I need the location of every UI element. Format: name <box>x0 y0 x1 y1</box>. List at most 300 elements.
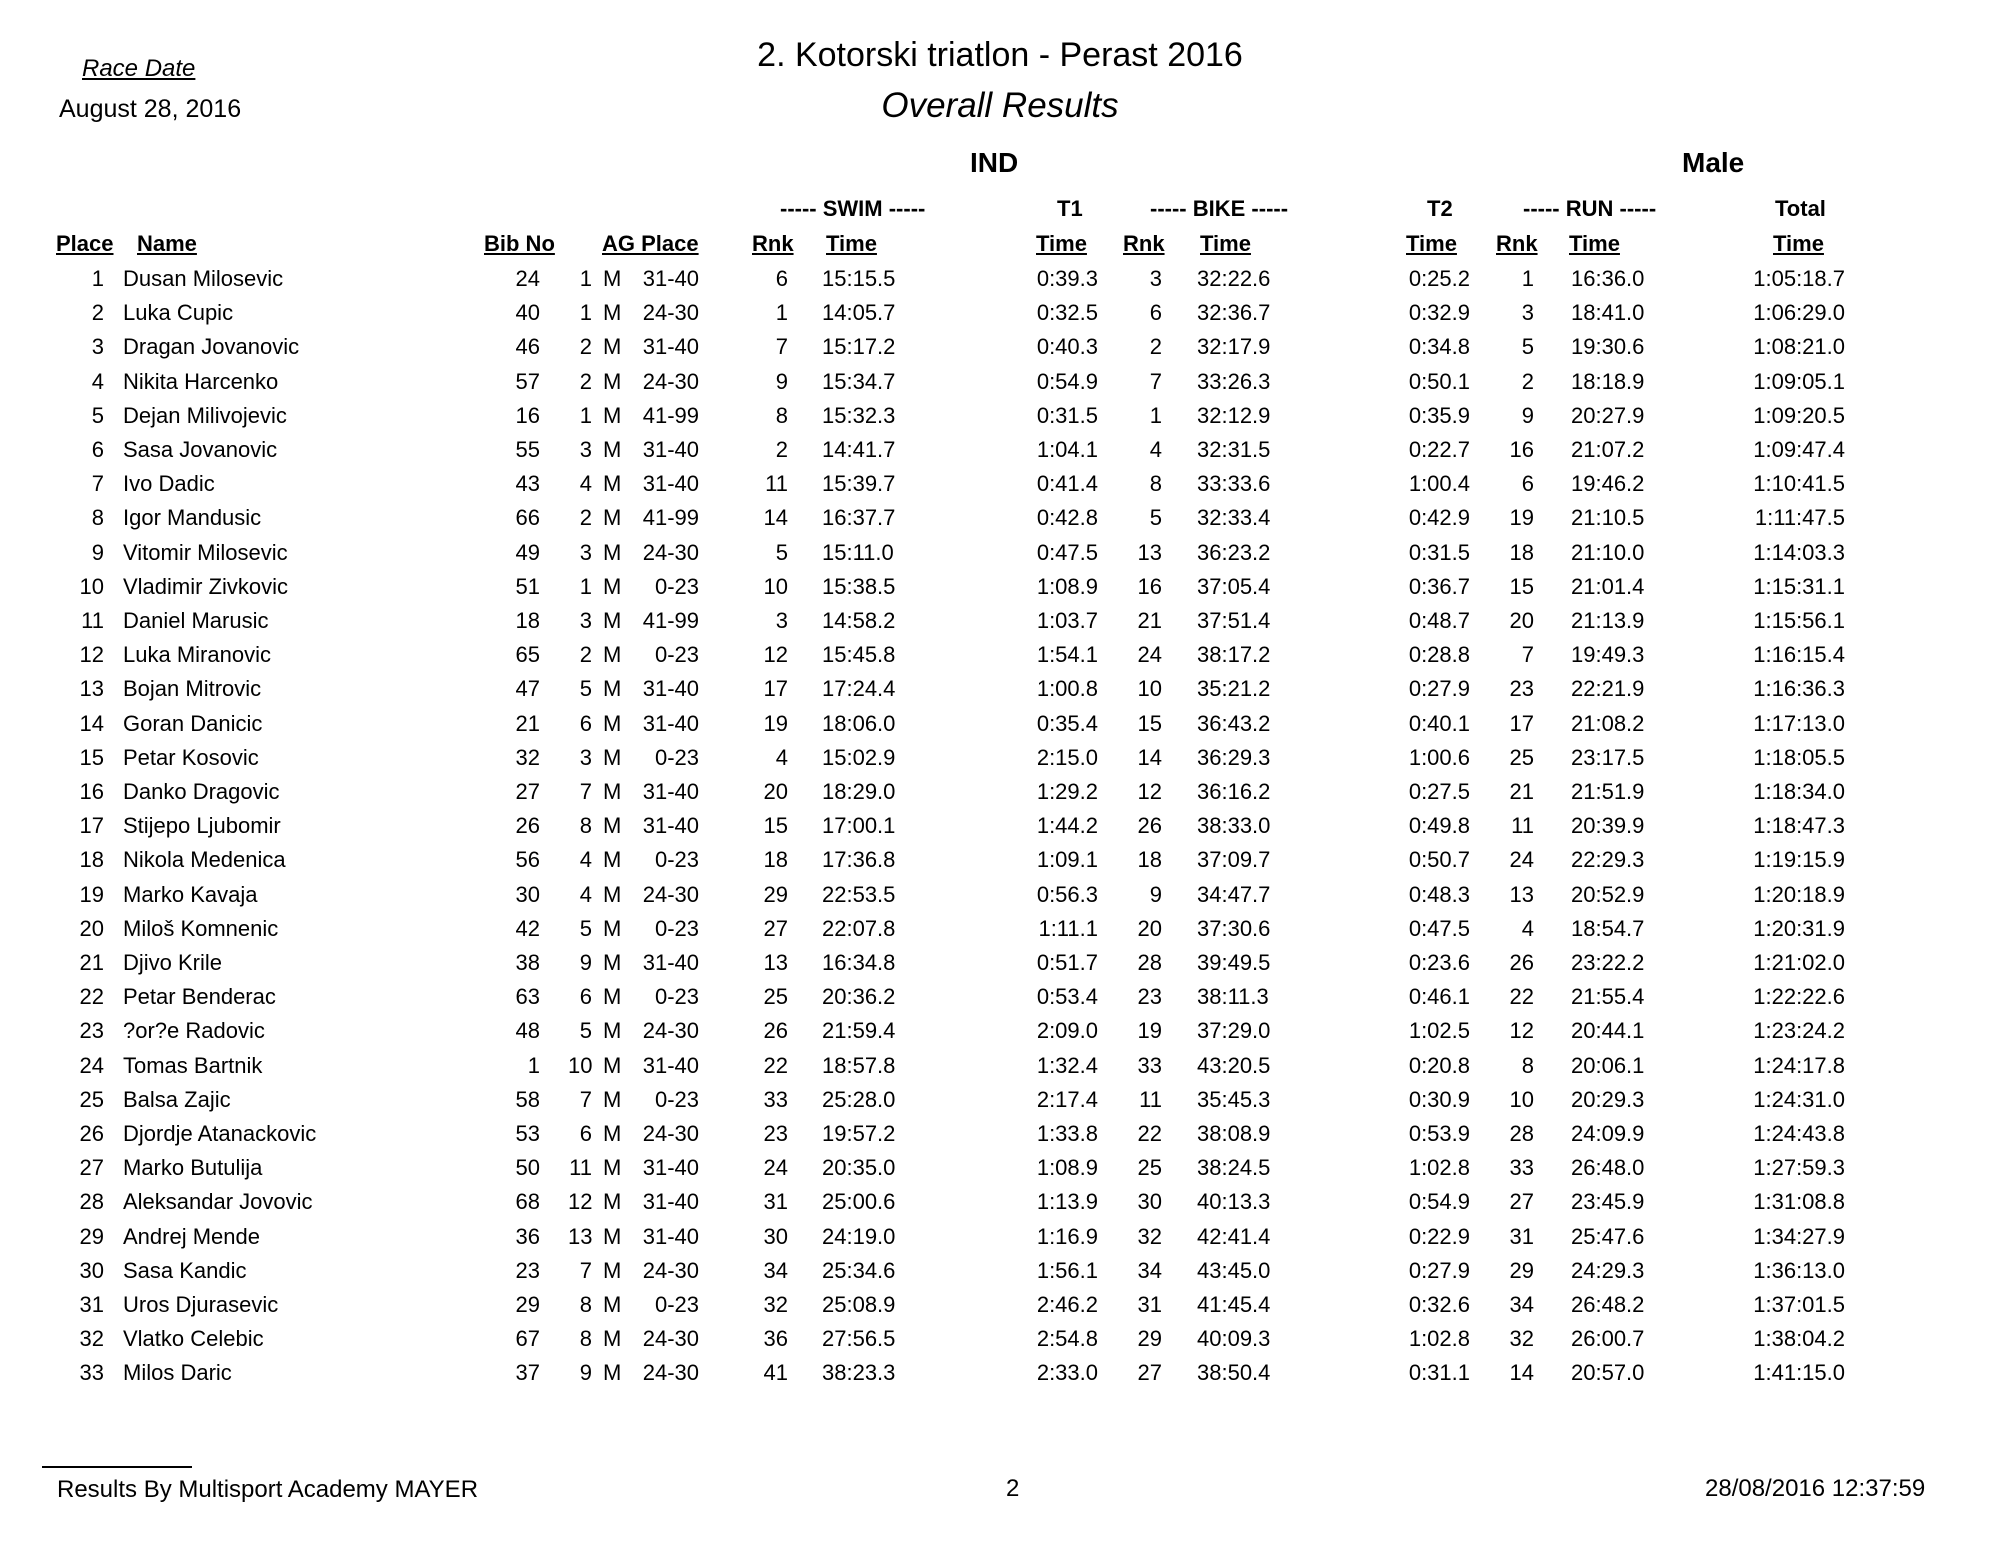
cell-t1-time: 2:15.0 <box>1036 744 1098 770</box>
table-row <box>0 334 2000 368</box>
cell-ag-number: 8 <box>579 1292 592 1317</box>
cell-t2-time: 0:27.9 <box>1408 1257 1470 1283</box>
cell-ag-category: 0-23 <box>654 642 699 668</box>
table-row <box>0 882 2000 916</box>
cell-t2-time: 0:27.5 <box>1408 779 1470 804</box>
cell-run-time: 26:00.7 <box>1571 1326 1645 1352</box>
cell-ag-sex: M <box>603 402 622 428</box>
cell-name: Milos Daric <box>123 1360 232 1386</box>
cell-bib: 43 <box>515 471 540 497</box>
cell-swim-rank: 19 <box>763 710 788 736</box>
header-bib: Bib No <box>484 231 555 256</box>
cell-bike-time: 38:11.3 <box>1197 984 1269 1010</box>
table-row <box>0 779 2000 813</box>
cell-ag-sex: M <box>603 539 622 565</box>
cell-ag-sex: M <box>603 471 622 497</box>
cell-place: 20 <box>79 915 104 941</box>
cell-name: Vitomir Milosevic <box>123 539 288 565</box>
cell-name: Dejan Milivojevic <box>123 402 287 428</box>
cell-bib: 50 <box>515 1155 540 1181</box>
cell-bike-time: 32:17.9 <box>1197 334 1271 360</box>
cell-ag-category: 41-99 <box>642 402 699 428</box>
cell-name: Igor Mandusic <box>123 505 262 531</box>
cell-total-time: 1:38:04.2 <box>1753 1326 1845 1352</box>
cell-swim-time: 18:06.0 <box>822 710 896 736</box>
cell-ag-sex: M <box>603 813 622 839</box>
cell-run-rank: 29 <box>1509 1257 1534 1283</box>
cell-run-rank: 20 <box>1509 608 1534 633</box>
cell-bike-time: 43:20.5 <box>1197 1052 1271 1078</box>
cell-bike-time: 37:30.6 <box>1197 915 1271 941</box>
cell-place: 17 <box>79 813 104 839</box>
cell-place: 28 <box>79 1189 104 1215</box>
cell-name: Petar Kosovic <box>123 744 259 770</box>
cell-bib: 63 <box>515 984 540 1010</box>
cell-name: Luka Cupic <box>123 300 234 326</box>
cell-total-time: 1:09:47.4 <box>1753 437 1845 462</box>
cell-t2-time: 0:53.9 <box>1408 1121 1470 1146</box>
cell-name: Bojan Mitrovic <box>123 676 262 702</box>
cell-swim-rank: 15 <box>763 813 788 839</box>
cell-t2-time: 0:40.1 <box>1408 710 1470 736</box>
footer-divider <box>42 1466 192 1468</box>
cell-swim-time: 17:00.1 <box>822 813 896 839</box>
cell-swim-time: 19:57.2 <box>822 1121 896 1146</box>
cell-total-time: 1:15:56.1 <box>1753 608 1845 633</box>
cell-bike-rank: 11 <box>1139 1086 1162 1112</box>
cell-ag-number: 6 <box>579 710 592 736</box>
cell-place: 1 <box>91 266 104 291</box>
cell-total-time: 1:20:18.9 <box>1753 881 1845 907</box>
cell-place: 29 <box>79 1223 104 1249</box>
cell-bike-rank: 21 <box>1137 608 1162 633</box>
cell-swim-time: 14:41.7 <box>822 437 896 462</box>
cell-t2-time: 0:46.1 <box>1408 984 1470 1010</box>
cell-run-rank: 6 <box>1521 471 1534 497</box>
cell-swim-rank: 7 <box>775 334 788 360</box>
race-date: August 28, 2016 <box>59 95 242 123</box>
cell-swim-rank: 30 <box>763 1223 788 1249</box>
cell-bike-rank: 16 <box>1137 573 1162 599</box>
cell-ag-category: 0-23 <box>654 847 699 873</box>
cell-bike-time: 33:33.6 <box>1197 471 1271 497</box>
cell-place: 26 <box>79 1121 104 1146</box>
cell-bike-time: 40:09.3 <box>1197 1326 1271 1352</box>
cell-place: 11 <box>81 608 104 633</box>
cell-t1-time: 1:54.1 <box>1036 642 1098 668</box>
cell-swim-time: 14:05.7 <box>822 300 896 326</box>
cell-t2-time: 0:49.8 <box>1408 813 1470 839</box>
cell-name: Aleksandar Jovovic <box>123 1189 313 1215</box>
cell-run-time: 20:39.9 <box>1571 813 1645 839</box>
cell-place: 8 <box>91 505 104 531</box>
cell-bike-time: 38:24.5 <box>1197 1155 1271 1181</box>
cell-ag-category: 31-40 <box>642 471 699 497</box>
cell-name: Marko Kavaja <box>123 881 258 907</box>
cell-swim-time: 15:02.9 <box>822 744 896 770</box>
cell-bike-rank: 23 <box>1137 984 1162 1010</box>
cell-bib: 57 <box>515 368 540 394</box>
cell-bib: 56 <box>515 847 540 873</box>
cell-bib: 16 <box>515 402 540 428</box>
cell-ag-category: 24-30 <box>642 300 699 326</box>
cell-run-time: 24:09.9 <box>1571 1121 1645 1146</box>
cell-bike-rank: 26 <box>1137 813 1162 839</box>
cell-run-rank: 18 <box>1509 539 1534 565</box>
cell-bike-rank: 25 <box>1137 1155 1162 1181</box>
gender-label: Male <box>1682 147 1745 178</box>
table-row <box>0 1258 2000 1292</box>
cell-ag-sex: M <box>603 1121 622 1146</box>
table-row <box>0 437 2000 471</box>
cell-ag-sex: M <box>603 1086 622 1112</box>
cell-ag-sex: M <box>603 915 622 941</box>
cell-name: Goran Danicic <box>123 710 263 736</box>
cell-t1-time: 0:31.5 <box>1036 402 1098 428</box>
cell-swim-rank: 11 <box>765 471 788 497</box>
cell-bike-rank: 4 <box>1149 437 1162 462</box>
cell-bike-rank: 22 <box>1137 1121 1162 1146</box>
cell-ag-sex: M <box>603 437 622 462</box>
cell-place: 9 <box>91 539 104 565</box>
cell-ag-category: 24-30 <box>642 1121 699 1146</box>
cell-swim-time: 24:19.0 <box>822 1223 896 1249</box>
table-row <box>0 574 2000 608</box>
cell-run-rank: 10 <box>1509 1086 1534 1112</box>
cell-name: Nikita Harcenko <box>123 368 279 394</box>
cell-bib: 66 <box>515 505 540 531</box>
cell-ag-sex: M <box>603 950 622 975</box>
cell-place: 10 <box>79 573 104 599</box>
header-place: Place <box>56 231 114 256</box>
cell-bike-time: 32:33.4 <box>1197 505 1271 531</box>
cell-run-rank: 16 <box>1509 437 1534 462</box>
cell-run-rank: 21 <box>1509 779 1534 804</box>
cell-run-time: 18:41.0 <box>1571 300 1645 326</box>
cell-ag-number: 1 <box>579 266 592 291</box>
race-date-label: Race Date <box>82 55 196 82</box>
cell-swim-time: 20:36.2 <box>822 984 896 1010</box>
cell-swim-time: 14:58.2 <box>822 608 896 633</box>
cell-t2-time: 1:02.8 <box>1408 1155 1470 1181</box>
table-row <box>0 1224 2000 1258</box>
cell-swim-time: 22:07.8 <box>822 915 896 941</box>
cell-run-time: 20:29.3 <box>1571 1086 1645 1112</box>
cell-t1-time: 1:29.2 <box>1036 779 1098 804</box>
cell-bike-time: 38:17.2 <box>1197 642 1271 668</box>
cell-ag-number: 4 <box>579 847 592 873</box>
cell-bike-time: 36:23.2 <box>1197 539 1271 565</box>
cell-bike-time: 40:13.3 <box>1197 1189 1271 1215</box>
cell-t1-time: 1:32.4 <box>1036 1052 1098 1078</box>
cell-t1-time: 2:46.2 <box>1036 1292 1098 1317</box>
cell-run-rank: 8 <box>1521 1052 1534 1078</box>
cell-ag-category: 41-99 <box>642 608 699 633</box>
cell-name: Balsa Zajic <box>123 1086 231 1112</box>
cell-place: 16 <box>79 779 104 804</box>
cell-swim-time: 18:29.0 <box>822 779 896 804</box>
cell-run-time: 20:52.9 <box>1571 881 1645 907</box>
cell-swim-time: 15:34.7 <box>822 368 896 394</box>
cell-run-rank: 28 <box>1509 1121 1534 1146</box>
cell-place: 3 <box>91 334 104 360</box>
cell-name: Sasa Kandic <box>123 1257 247 1283</box>
cell-place: 14 <box>79 710 104 736</box>
cell-run-rank: 7 <box>1521 642 1534 668</box>
cell-ag-category: 24-30 <box>642 1257 699 1283</box>
cell-bib: 67 <box>515 1326 540 1352</box>
cell-t1-time: 1:00.8 <box>1036 676 1098 702</box>
cell-total-time: 1:27:59.3 <box>1753 1155 1845 1181</box>
header-total-time: Time <box>1773 231 1824 256</box>
cell-t2-time: 1:00.4 <box>1408 471 1470 497</box>
cell-run-time: 21:55.4 <box>1571 984 1645 1010</box>
cell-bib: 37 <box>515 1360 540 1386</box>
cell-bike-time: 36:29.3 <box>1197 744 1271 770</box>
cell-bike-rank: 32 <box>1137 1223 1162 1249</box>
cell-place: 6 <box>91 437 104 462</box>
cell-bib: 30 <box>515 881 540 907</box>
cell-ag-number: 7 <box>579 1257 592 1283</box>
cell-bike-rank: 1 <box>1149 402 1162 428</box>
cell-run-time: 21:07.2 <box>1571 437 1645 462</box>
cell-t1-time: 2:09.0 <box>1036 1018 1098 1044</box>
cell-total-time: 1:15:31.1 <box>1753 573 1845 599</box>
cell-t1-time: 1:04.1 <box>1036 437 1098 462</box>
table-row <box>0 608 2000 642</box>
cell-bib: 18 <box>515 608 540 633</box>
cell-ag-category: 0-23 <box>654 1292 699 1317</box>
cell-t1-time: 0:41.4 <box>1036 471 1098 497</box>
cell-bib: 1 <box>527 1052 540 1078</box>
cell-name: Marko Butulija <box>123 1155 263 1181</box>
cell-bike-time: 32:22.6 <box>1197 266 1271 291</box>
cell-ag-category: 24-30 <box>642 1360 699 1386</box>
cell-t2-time: 0:25.2 <box>1408 266 1470 291</box>
group-swim: ----- SWIM ----- <box>780 196 926 221</box>
cell-swim-rank: 14 <box>763 505 788 531</box>
division-label: IND <box>970 147 1019 178</box>
cell-name: Vladimir Zivkovic <box>123 573 289 599</box>
cell-bike-time: 38:33.0 <box>1197 813 1271 839</box>
cell-ag-category: 0-23 <box>654 984 699 1010</box>
cell-ag-category: 0-23 <box>654 1086 699 1112</box>
cell-t1-time: 2:33.0 <box>1036 1360 1098 1386</box>
footer-timestamp: 28/08/2016 12:37:59 <box>1705 1475 1926 1502</box>
cell-ag-sex: M <box>603 300 622 326</box>
cell-t1-time: 1:56.1 <box>1036 1257 1098 1283</box>
cell-ag-sex: M <box>603 266 622 291</box>
cell-ag-category: 0-23 <box>654 573 699 599</box>
cell-run-time: 20:06.1 <box>1571 1052 1645 1078</box>
cell-swim-rank: 3 <box>775 608 788 633</box>
cell-swim-rank: 10 <box>763 573 788 599</box>
cell-bike-time: 37:51.4 <box>1197 608 1271 633</box>
cell-name: Danko Dragovic <box>123 779 280 804</box>
cell-total-time: 1:41:15.0 <box>1753 1360 1845 1386</box>
page-title <box>0 36 2000 75</box>
table-row <box>0 1360 2000 1394</box>
cell-name: Uros Djurasevic <box>123 1292 279 1317</box>
cell-t2-time: 0:30.9 <box>1408 1086 1470 1112</box>
footer-page-number: 2 <box>1006 1475 1020 1502</box>
cell-place: 30 <box>79 1257 104 1283</box>
cell-ag-category: 41-99 <box>642 505 699 531</box>
cell-bib: 46 <box>515 334 540 360</box>
cell-bib: 49 <box>515 539 540 565</box>
cell-t2-time: 0:47.5 <box>1408 915 1470 941</box>
cell-bike-rank: 5 <box>1149 505 1162 531</box>
cell-ag-sex: M <box>603 847 622 873</box>
cell-place: 24 <box>79 1052 104 1078</box>
table-row <box>0 1189 2000 1223</box>
cell-place: 31 <box>79 1292 104 1317</box>
cell-run-rank: 33 <box>1509 1155 1534 1181</box>
cell-name: Daniel Marusic <box>123 608 269 633</box>
cell-ag-category: 31-40 <box>642 1052 699 1078</box>
cell-swim-time: 15:45.8 <box>822 642 896 668</box>
cell-run-rank: 5 <box>1521 334 1534 360</box>
cell-run-time: 21:13.9 <box>1571 608 1645 633</box>
cell-t1-time: 0:42.8 <box>1036 505 1098 531</box>
cell-swim-time: 15:39.7 <box>822 471 896 497</box>
cell-bike-time: 38:08.9 <box>1197 1121 1271 1146</box>
cell-bike-time: 37:29.0 <box>1197 1018 1271 1044</box>
cell-swim-rank: 25 <box>763 984 788 1010</box>
cell-t2-time: 0:22.9 <box>1408 1223 1470 1249</box>
cell-ag-number: 4 <box>579 881 592 907</box>
cell-ag-number: 3 <box>579 539 592 565</box>
header-run-rnk: Rnk <box>1496 231 1538 256</box>
cell-bike-rank: 30 <box>1137 1189 1162 1215</box>
cell-ag-sex: M <box>603 334 622 360</box>
table-row <box>0 1292 2000 1326</box>
cell-bike-time: 43:45.0 <box>1197 1257 1271 1283</box>
table-row <box>0 813 2000 847</box>
cell-name: Luka Miranovic <box>123 642 271 668</box>
cell-run-time: 21:51.9 <box>1571 779 1645 804</box>
footer-results-by: Results By Multisport Academy MAYER <box>57 1476 479 1503</box>
header-run-time: Time <box>1569 231 1620 256</box>
cell-t1-time: 1:08.9 <box>1036 1155 1098 1181</box>
cell-run-time: 23:22.2 <box>1571 950 1645 975</box>
cell-name: Djordje Atanackovic <box>123 1121 317 1146</box>
cell-swim-rank: 18 <box>763 847 788 873</box>
cell-bib: 26 <box>515 813 540 839</box>
group-bike: ----- BIKE ----- <box>1150 196 1289 221</box>
cell-bike-rank: 34 <box>1137 1257 1162 1283</box>
cell-run-rank: 31 <box>1509 1223 1534 1249</box>
cell-bib: 23 <box>515 1257 540 1283</box>
table-row <box>0 984 2000 1018</box>
cell-total-time: 1:18:47.3 <box>1753 813 1845 839</box>
cell-bib: 68 <box>515 1189 540 1215</box>
cell-run-rank: 4 <box>1521 915 1534 941</box>
cell-bike-rank: 6 <box>1149 300 1162 326</box>
cell-place: 32 <box>79 1326 104 1352</box>
cell-bib: 29 <box>515 1292 540 1317</box>
cell-bike-time: 38:50.4 <box>1197 1360 1271 1386</box>
cell-bike-time: 34:47.7 <box>1197 881 1271 907</box>
cell-ag-sex: M <box>603 573 622 599</box>
cell-ag-number: 13 <box>568 1223 593 1249</box>
cell-ag-number: 8 <box>579 813 592 839</box>
cell-swim-time: 25:28.0 <box>822 1086 896 1112</box>
cell-name: Petar Benderac <box>123 984 276 1010</box>
cell-total-time: 1:18:34.0 <box>1753 779 1845 804</box>
cell-ag-sex: M <box>603 1018 622 1044</box>
cell-ag-number: 3 <box>579 437 592 462</box>
cell-total-time: 1:24:17.8 <box>1753 1052 1845 1078</box>
table-row <box>0 847 2000 881</box>
cell-run-time: 23:17.5 <box>1571 744 1645 770</box>
cell-bike-time: 39:49.5 <box>1197 950 1271 975</box>
cell-total-time: 1:34:27.9 <box>1753 1223 1845 1249</box>
table-row <box>0 1087 2000 1121</box>
cell-bike-time: 32:12.9 <box>1197 402 1271 428</box>
cell-run-rank: 25 <box>1509 744 1534 770</box>
cell-t2-time: 0:50.7 <box>1408 847 1470 873</box>
cell-ag-number: 9 <box>579 950 592 975</box>
cell-t2-time: 1:00.6 <box>1408 744 1470 770</box>
cell-bike-rank: 7 <box>1149 368 1162 394</box>
cell-t1-time: 1:08.9 <box>1036 573 1098 599</box>
cell-ag-number: 10 <box>568 1052 593 1078</box>
cell-run-rank: 26 <box>1509 950 1534 975</box>
cell-run-rank: 1 <box>1521 266 1534 291</box>
table-row <box>0 266 2000 300</box>
cell-swim-time: 15:38.5 <box>822 573 896 599</box>
cell-t2-time: 0:27.9 <box>1408 676 1470 702</box>
cell-place: 27 <box>79 1155 104 1181</box>
cell-bike-rank: 29 <box>1137 1326 1162 1352</box>
cell-swim-time: 25:34.6 <box>822 1257 896 1283</box>
cell-t2-time: 0:35.9 <box>1408 402 1470 428</box>
cell-t1-time: 0:47.5 <box>1036 539 1098 565</box>
cell-swim-rank: 23 <box>763 1121 788 1146</box>
cell-swim-time: 17:24.4 <box>822 676 896 702</box>
cell-total-time: 1:17:13.0 <box>1753 710 1845 736</box>
cell-t2-time: 0:48.7 <box>1408 608 1470 633</box>
cell-t2-time: 0:42.9 <box>1408 505 1470 531</box>
cell-swim-time: 27:56.5 <box>822 1326 896 1352</box>
table-row <box>0 505 2000 539</box>
cell-ag-number: 11 <box>569 1155 592 1181</box>
cell-t1-time: 0:53.4 <box>1036 984 1098 1010</box>
cell-bike-time: 36:43.2 <box>1197 710 1271 736</box>
cell-ag-category: 24-30 <box>642 539 699 565</box>
cell-bike-rank: 31 <box>1137 1292 1162 1317</box>
cell-bib: 27 <box>515 779 540 804</box>
cell-ag-category: 24-30 <box>642 1326 699 1352</box>
group-t2: T2 <box>1427 196 1453 221</box>
cell-ag-sex: M <box>603 710 622 736</box>
cell-total-time: 1:11:47.5 <box>1754 505 1845 531</box>
cell-bike-rank: 15 <box>1137 710 1162 736</box>
cell-ag-sex: M <box>603 1189 622 1215</box>
group-t1: T1 <box>1057 196 1083 221</box>
cell-run-time: 19:49.3 <box>1571 642 1645 668</box>
cell-total-time: 1:16:36.3 <box>1753 676 1845 702</box>
cell-bike-rank: 20 <box>1137 915 1162 941</box>
cell-ag-number: 2 <box>579 505 592 531</box>
cell-ag-category: 0-23 <box>654 915 699 941</box>
cell-ag-category: 31-40 <box>642 813 699 839</box>
cell-ag-sex: M <box>603 642 622 668</box>
cell-bib: 53 <box>515 1121 540 1146</box>
table-row <box>0 540 2000 574</box>
cell-run-rank: 23 <box>1509 676 1534 702</box>
